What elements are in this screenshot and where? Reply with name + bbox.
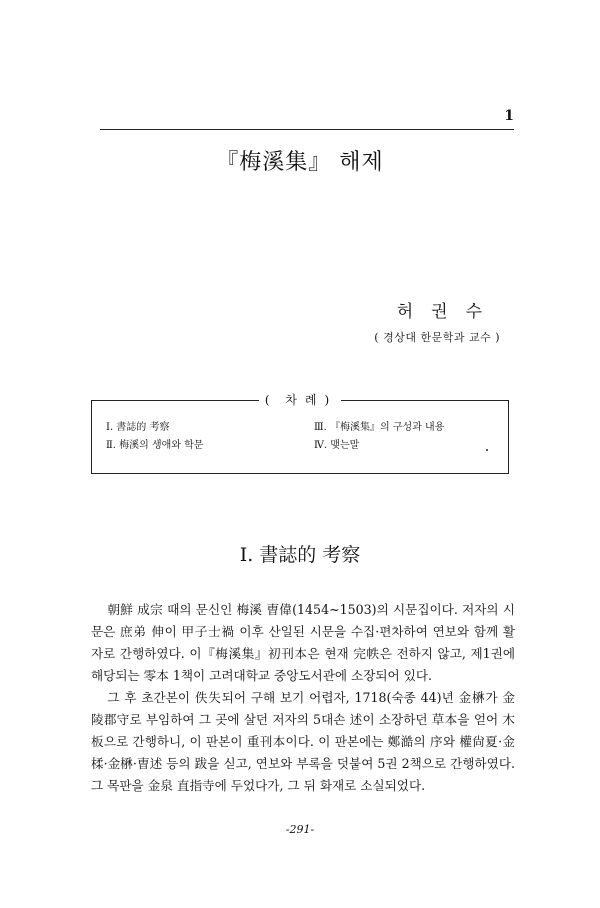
toc-item-2[interactable]: Ⅱ. 梅溪의 생애와 학문 xyxy=(106,440,204,451)
section-heading: Ⅰ. 書誌的 考察 xyxy=(239,544,361,566)
footer-page-number: -291- xyxy=(285,823,315,836)
toc-dot xyxy=(486,449,488,451)
table-of-contents xyxy=(91,393,509,474)
toc-item-3[interactable]: Ⅲ. 『梅溪集』의 구성과 내용 xyxy=(314,422,445,433)
header-page-number: 1 xyxy=(504,108,514,124)
toc-heading: ( 차례) xyxy=(92,392,508,408)
header-rule xyxy=(100,129,514,130)
document-title: 『梅溪集』 해제 xyxy=(216,150,384,175)
toc-heading-text: 차례 xyxy=(285,393,325,407)
paragraph-1: 朝鮮 成宗 때의 문신인 梅溪 曺偉(1454~1503)의 시문집이다. 저자의 시문은 庶弟 伸이 甲子士禍 이후 산일된 시문을 수집·편차하여 연보와 함께 활자로 간행하였다. 이『梅溪集』初刊本은 현재 完帙은 전하지 않고, 제1권에 해당되는 零本 1책이 고려대학교 중앙도서관에 소장되어 있다. xyxy=(91,602,515,683)
author-name: 허권수 xyxy=(396,302,500,322)
paragraph-2: 그 후 초간본이 佚失되어 구해 보기 어렵자, 1718(숙종 44)년 金楙가 金陵郡守로 부임하여 그 곳에 살던 저자의 5대손 述이 소장하던 草本을 얻어 木板으로 간행하니, 이 판본이 重刊本이다. 이 판본에는 鄭澔의 序와 權尙夏·金楺·金楙·曺述 등의 跋을 싣고, 연보와 부록을 덧붙여 5권 2책으로 간행하였다. 그 목판을 金泉 直指寺에 두었다가, 그 뒤 화재로 소실되었다. xyxy=(91,690,515,793)
toc-item-4[interactable]: Ⅳ. 맺는말 xyxy=(314,440,360,451)
toc-item-1[interactable]: Ⅰ. 書誌的 考察 xyxy=(106,422,170,433)
author-affiliation: ( 경상대 한문학과 교수 ) xyxy=(374,331,500,344)
